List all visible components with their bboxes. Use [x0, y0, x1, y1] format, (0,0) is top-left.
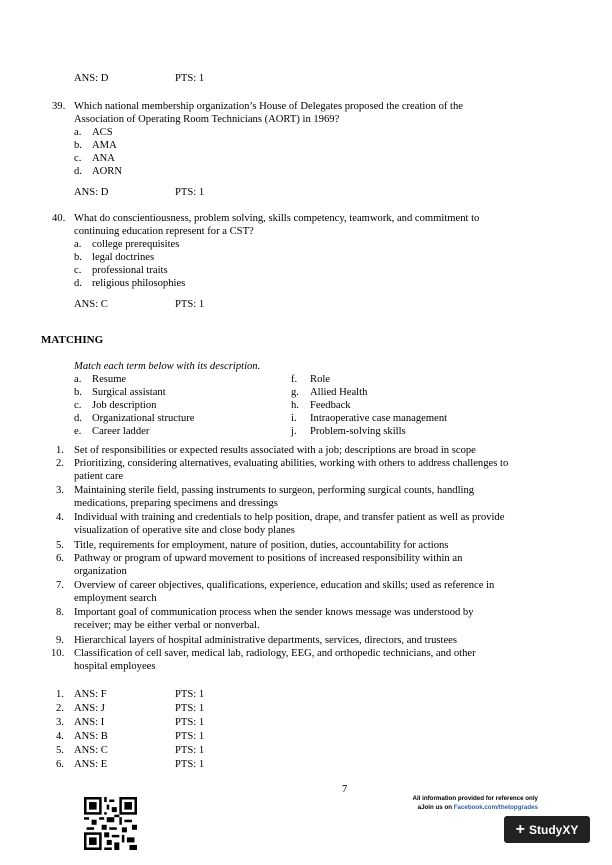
term-text: Intraoperative case management [310, 413, 448, 424]
question-number: 40. [52, 213, 66, 224]
studyxy-logo[interactable] [504, 816, 590, 843]
footer-social [418, 804, 538, 811]
description-text: Pathway or program of upward movement to positions of increased responsibility within an [74, 553, 463, 564]
answer-number: 2. [56, 703, 64, 714]
points: PTS: 1 [175, 689, 205, 700]
option-text: AORN [92, 166, 123, 177]
option-letter: c. [74, 153, 82, 164]
term-text: Allied Health [310, 387, 368, 398]
answer-number: 5. [56, 745, 64, 756]
footer-disclaimer [413, 795, 539, 802]
answer-key: ANS: C [74, 745, 108, 756]
description-number: 8. [56, 607, 64, 618]
term-text: Feedback [310, 400, 351, 411]
term-text: Resume [92, 374, 127, 385]
description-text: Classification of cell saver, medical lab, radiology, EEG, and orthopedic technicians, and other [74, 648, 476, 659]
option-text: religious philosophies [92, 278, 186, 289]
term-letter: e. [74, 426, 82, 437]
description-text: Prioritizing, considering alternatives, evaluating abilities, working with others to address challenges to [74, 458, 509, 469]
option-text: ANA [92, 153, 115, 164]
option-letter: d. [74, 278, 82, 289]
answer-number: 6. [56, 759, 64, 770]
option-letter: a. [74, 239, 82, 250]
answer-key: ANS: F [74, 689, 107, 700]
option-letter: b. [74, 252, 82, 263]
term-text: Job description [92, 400, 157, 411]
description-number: 3. [56, 485, 64, 496]
description-number: 4. [56, 512, 64, 523]
matching-instruction: Match each term below with its description. [74, 361, 261, 372]
description-number: 6. [56, 553, 64, 564]
term-text: Organizational structure [92, 413, 195, 424]
qr-code-icon [84, 797, 137, 850]
term-letter: c. [74, 400, 82, 411]
question-text: continuing education represent for a CST? [74, 226, 254, 237]
term-letter: a. [74, 374, 82, 385]
points: PTS: 1 [175, 703, 205, 714]
footer-note-line1: All information provided for reference only [412, 795, 538, 802]
description-text: Set of responsibilities or expected results associated with a job; descriptions are broad in scope [74, 445, 476, 456]
answer-number: 3. [56, 717, 64, 728]
footer-note-prefix: aJoin us on [417, 804, 454, 811]
option-letter: a. [74, 127, 82, 138]
question-number: 39. [52, 101, 66, 112]
description-text: hospital employees [74, 661, 156, 672]
description-number: 2. [56, 458, 64, 469]
answer-key: ANS: I [74, 717, 105, 728]
plus-icon: + [515, 820, 525, 838]
description-number: 9. [56, 635, 64, 646]
answer-key: ANS: E [74, 759, 108, 770]
answer-key: ANS: D [74, 187, 109, 198]
question-text: Which national membership organization’s House of Delegates proposed the creation of the [74, 101, 464, 112]
points: PTS: 1 [175, 717, 205, 728]
description-number: 5. [56, 540, 64, 551]
section-heading: MATCHING [41, 334, 104, 346]
points: PTS: 1 [175, 299, 205, 310]
option-text: professional traits [92, 265, 168, 276]
term-text: Role [310, 374, 331, 385]
option-letter: b. [74, 140, 82, 151]
term-text: Surgical assistant [92, 387, 166, 398]
answer-number: 4. [56, 731, 64, 742]
description-text: Hierarchical layers of hospital administrative departments, services, directors, and trustees [74, 635, 458, 646]
option-text: ACS [92, 127, 113, 138]
term-letter: d. [74, 413, 82, 424]
points: PTS: 1 [175, 759, 205, 770]
description-number: 10. [51, 648, 65, 659]
description-text: receiver; may be either verbal or nonverbal. [74, 620, 260, 631]
description-number: 7. [56, 580, 64, 591]
brand-name: StudyXY [529, 822, 579, 837]
question-text: What do conscientiousness, problem solving, skills competency, teamwork, and commitment to [74, 213, 480, 224]
points: PTS: 1 [175, 187, 205, 198]
term-letter: g. [291, 387, 299, 398]
answer-key: ANS: D [74, 73, 109, 84]
option-letter: d. [74, 166, 82, 177]
term-text: Problem-solving skills [310, 426, 406, 437]
description-text: Overview of career objectives, qualifications, experience, education and skills; used as reference in [74, 580, 495, 591]
description-text: Important goal of communication process when the sender knows message was understood by [74, 607, 474, 618]
description-text: organization [74, 566, 127, 577]
option-text: AMA [92, 140, 117, 151]
description-text: Title, requirements for employment, nature of position, duties, accountability for actions [74, 540, 449, 551]
term-letter: i. [291, 413, 297, 424]
term-letter: b. [74, 387, 82, 398]
description-number: 1. [56, 445, 64, 456]
points: PTS: 1 [175, 745, 205, 756]
answer-key: ANS: B [74, 731, 108, 742]
description-text: Individual with training and credentials to help position, drape, and transfer patient as well as provide [74, 512, 505, 523]
option-letter: c. [74, 265, 82, 276]
points: PTS: 1 [175, 731, 205, 742]
answer-key: ANS: J [74, 703, 105, 714]
option-text: college prerequisites [92, 239, 180, 250]
points: PTS: 1 [175, 73, 205, 84]
option-text: legal doctrines [92, 252, 155, 263]
description-text: employment search [74, 593, 157, 604]
description-text: visualization of operative site and close body planes [74, 525, 295, 536]
term-letter: f. [291, 374, 298, 385]
facebook-link[interactable]: Facebook.com/thetopgrades [453, 804, 538, 811]
answer-number: 1. [56, 689, 64, 700]
answer-key: ANS: C [74, 299, 108, 310]
description-text: medications, preparing specimens and dressings [74, 498, 278, 509]
description-text: Maintaining sterile field, passing instruments to surgeon, performing surgical counts, handling [74, 485, 475, 496]
term-letter: h. [291, 400, 299, 411]
page-number: 7 [342, 784, 348, 795]
question-text: Association of Operating Room Technicians (AORT) in 1969? [74, 114, 340, 125]
term-letter: j. [291, 426, 297, 437]
term-text: Career ladder [92, 426, 150, 437]
description-text: patient care [74, 471, 124, 482]
